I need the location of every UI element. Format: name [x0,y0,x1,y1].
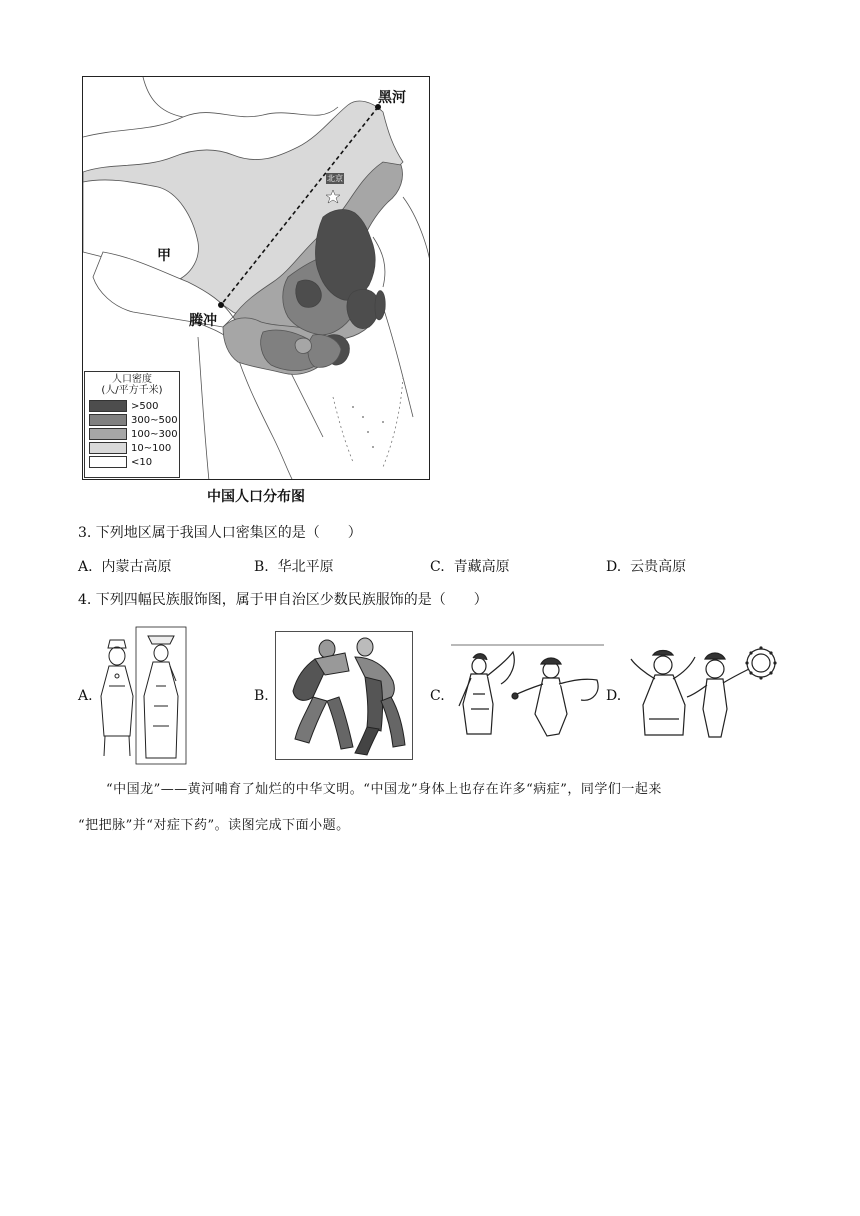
legend-title-line2: (人/平方千米) [101,385,163,396]
label-beijing: 北京 [327,174,343,183]
legend-swatch [89,400,127,412]
label-heihe: 黑河 [378,90,406,106]
q3-option-c-text: 青藏高原 [453,559,510,575]
q4-option-d-letter[interactable]: D. [606,688,622,704]
q4-option-c-letter[interactable]: C. [430,688,445,704]
q3-option-c[interactable] [430,557,510,577]
legend-row [89,441,179,455]
label-tengchong: 腾冲 [189,313,217,329]
legend-row [89,455,179,469]
q4-option-a-letter[interactable]: A. [78,688,93,704]
passage-line2: “把把脉”并“对症下药”。读图完成下面小题。 [78,818,350,833]
uyghur-dancers-figures-icon[interactable] [625,645,780,745]
map-legend [84,371,180,478]
q3-option-a[interactable] [78,557,171,577]
population-density-map [82,76,430,480]
legend-row [89,399,179,413]
q3-option-a-letter: A. [78,559,93,575]
legend-swatch [89,428,127,440]
map-caption: 中国人口分布图 [207,489,305,505]
tibetan-dancers-figures-icon[interactable] [451,644,604,742]
legend-title-line1: 人口密度 [112,374,152,385]
q4-option-b-letter[interactable]: B. [254,688,269,704]
passage-line1: “中国龙”——黄河哺育了灿烂的中华文明。“中国龙”身体上也存在许多“病症”，同学们一起来 [106,782,662,797]
legend-label: 100~300 [131,428,178,440]
q3-stem: 3. 下列地区属于我国人口密集区的是（ ） [78,525,362,541]
q3-option-a-text: 内蒙古高原 [101,559,172,575]
q3-option-d-letter: D. [606,559,622,575]
q3-option-b[interactable] [254,557,334,577]
legend-label: >500 [131,400,159,412]
legend-label: <10 [131,456,153,468]
q3-option-d-text: 云贵高原 [630,559,687,575]
qing-manchu-costume-figures-icon[interactable] [96,626,188,766]
legend-swatch [89,456,127,468]
q4-stem: 4. 下列四幅民族服饰图，属于甲自治区少数民族服饰的是（ ） [78,592,488,608]
q3-option-b-letter: B. [254,559,269,575]
legend-swatch [89,414,127,426]
mongolian-wrestlers-figures-icon[interactable] [275,631,413,760]
q3-option-d[interactable] [606,557,686,577]
legend-row [89,413,179,427]
label-jia: 甲 [157,248,171,264]
legend-row [89,427,179,441]
q3-option-b-text: 华北平原 [277,559,334,575]
q3-option-c-letter: C. [430,559,445,575]
legend-label: 10~100 [131,442,172,454]
legend-swatch [89,442,127,454]
legend-label: 300~500 [131,414,178,426]
